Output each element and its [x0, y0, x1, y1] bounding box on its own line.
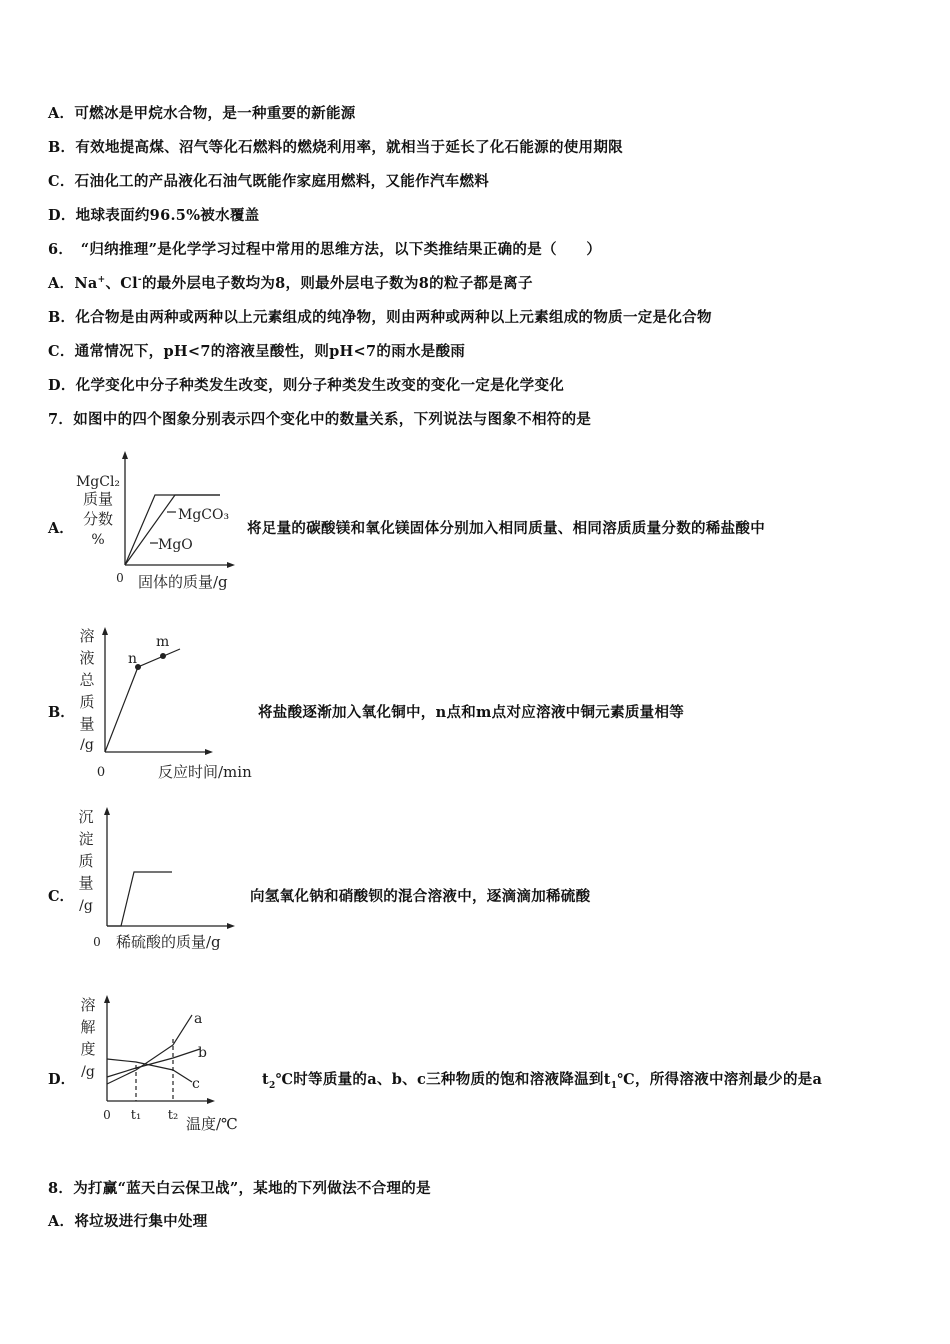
chart-b-x-arrow — [205, 749, 213, 755]
chart-a-ylabel-4: % — [91, 532, 105, 548]
q5-option-b: B．有效地提高煤、沼气等化石燃料的燃烧利用率，就相当于延长了化石能源的使用期限 — [48, 139, 623, 156]
q6-stem: 6． “归纳推理”是化学学习过程中常用的思维方法，以下类推结果正确的是（ ） — [48, 241, 602, 258]
q5-option-d: D．地球表面约96.5%被水覆盖 — [48, 207, 260, 224]
q7-option-c-text: 向氢氧化钠和硝酸钡的混合溶液中，逐滴滴加稀硫酸 — [250, 888, 591, 905]
chart-d-origin: 0 — [103, 1108, 111, 1122]
q6-option-a — [48, 272, 533, 293]
chart-a-series-mgco3 — [125, 495, 220, 565]
chart-b-ylabel-2: 液 — [79, 649, 95, 667]
chart-d-ylabel-1: 溶 — [80, 996, 96, 1014]
q5-option-a: A．可燃冰是甲烷水合物，是一种重要的新能源 — [48, 105, 356, 122]
chart-d-series-c — [107, 1059, 192, 1082]
q7-stem: 7．如图中的四个图象分别表示四个变化中的数量关系，下列说法与图象不相符的是 — [48, 411, 592, 428]
chart-d-ylabel-4: /g — [81, 1064, 95, 1080]
q7-d-sub2: 1 — [610, 1080, 618, 1091]
chart-d-tick-t2: t₂ — [167, 1108, 179, 1123]
chart-a-y-arrow — [122, 451, 128, 459]
q6-a-cl-charge: - — [137, 275, 142, 286]
q6-option-c: C．通常情况下，pH<7的溶液呈酸性，则pH<7的雨水是酸雨 — [48, 343, 466, 360]
chart-a-series-mgo — [125, 495, 220, 565]
chart-d — [70, 988, 260, 1136]
q7-d-post: ℃，所得溶液中溶剂最少的是a — [617, 1071, 823, 1088]
chart-a-ylabel-1: MgCl₂ — [75, 474, 121, 490]
q7-option-c-label: C． — [48, 888, 75, 905]
chart-c-x-arrow — [227, 923, 235, 929]
chart-b-label-m: m — [156, 634, 170, 650]
q5-option-c: C．石油化工的产品液化石油气既能作家庭用燃料，又能作汽车燃料 — [48, 173, 490, 190]
chart-c-y-arrow — [104, 807, 110, 815]
chart-c-origin: 0 — [93, 935, 101, 949]
chart-b-label-n: n — [128, 651, 138, 667]
chart-b-point-m — [160, 653, 166, 659]
chart-b — [70, 622, 270, 787]
chart-b-ylabel-6: /g — [80, 737, 94, 753]
chart-a-ylabel-2: 质量 — [82, 490, 114, 508]
chart-d-xlabel: 温度/℃ — [186, 1115, 238, 1133]
chart-c-ylabel-2: 淀 — [78, 830, 94, 848]
chart-c-ylabel-4: 量 — [78, 874, 94, 892]
chart-a-ylabel-3: 分数 — [82, 510, 114, 528]
chart-d-label-c: c — [192, 1076, 200, 1092]
q7-d-mid: ℃时等质量的a、b、c三种物质的饱和溶液降温到t — [275, 1071, 611, 1088]
chart-a-mgco3-label: MgCO₃ — [178, 507, 230, 523]
chart-d-series-b — [107, 1049, 200, 1077]
chart-a — [70, 448, 250, 593]
q6-option-b: B．化合物是由两种或两种以上元素组成的纯净物，则由两种或两种以上元素组成的物质一定是化合物 — [48, 309, 712, 326]
q7-option-b-text: 将盐酸逐渐加入氧化铜中，n点和m点对应溶液中铜元素质量相等 — [258, 704, 685, 721]
chart-b-origin: 0 — [96, 765, 106, 780]
q7-option-b-label: B． — [48, 704, 75, 721]
chart-d-tick-t1: t₁ — [130, 1108, 142, 1123]
q6-a-na: Na — [74, 275, 98, 292]
q8-stem: 8．为打赢“蓝天白云保卫战”，某地的下列做法不合理的是 — [48, 1180, 431, 1197]
chart-a-mgo-label: MgO — [158, 537, 193, 553]
chart-a-xlabel: 固体的质量/g — [138, 573, 228, 591]
q6-a-na-charge: + — [97, 275, 106, 286]
chart-b-series — [105, 649, 180, 752]
chart-d-y-arrow — [104, 995, 110, 1003]
chart-d-ylabel-3: 度 — [80, 1040, 96, 1058]
q7-d-sub1: 2 — [269, 1080, 276, 1091]
chart-d-x-arrow — [207, 1098, 215, 1104]
chart-b-xlabel: 反应时间/min — [158, 763, 252, 781]
chart-a-x-arrow — [227, 562, 235, 568]
q8-option-a: A．将垃圾进行集中处理 — [48, 1213, 208, 1230]
chart-b-ylabel-3: 总 — [79, 671, 95, 689]
chart-b-ylabel-5: 量 — [79, 715, 95, 733]
chart-c-series — [107, 872, 172, 926]
chart-b-y-arrow — [102, 627, 108, 635]
q7-d-t: t — [262, 1071, 269, 1088]
q6-option-d: D．化学变化中分子种类发生改变，则分子种类发生改变的变化一定是化学变化 — [48, 377, 565, 394]
q6-a-rest: 的最外层电子数均为8，则最外层电子数为8的粒子都是离子 — [141, 275, 533, 292]
chart-c-ylabel-3: 质 — [78, 852, 94, 870]
chart-c-ylabel-5: /g — [79, 898, 93, 914]
chart-b-ylabel-1: 溶 — [79, 627, 95, 645]
q7-option-d-label: D． — [48, 1071, 76, 1088]
q7-option-a-label: A． — [48, 520, 74, 537]
chart-d-label-a: a — [194, 1011, 203, 1027]
chart-c-xlabel: 稀硫酸的质量/g — [116, 933, 221, 951]
q6-a-sep: 、 — [105, 275, 121, 292]
chart-d-ylabel-2: 解 — [80, 1018, 96, 1036]
chart-d-label-b: b — [198, 1045, 207, 1061]
q7-option-d-text — [262, 1068, 822, 1091]
chart-c-ylabel-1: 沉 — [78, 808, 94, 826]
chart-b-ylabel-4: 质 — [79, 693, 95, 711]
q6-a-label: A． — [48, 275, 75, 292]
q7-option-a-text: 将足量的碳酸镁和氧化镁固体分别加入相同质量、相同溶质质量分数的稀盐酸中 — [247, 520, 765, 537]
chart-c — [70, 804, 250, 959]
chart-a-origin: 0 — [116, 571, 124, 585]
q6-a-cl: Cl — [120, 275, 138, 292]
